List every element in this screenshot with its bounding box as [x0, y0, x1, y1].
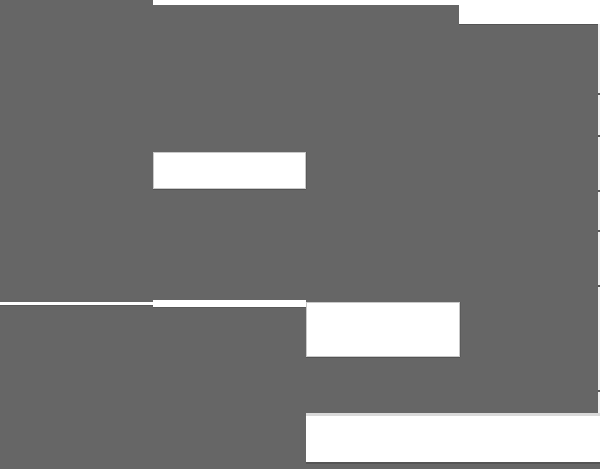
horizontal-divider-line-thin [0, 302, 153, 305]
blank-bottom-panel-window[interactable] [306, 413, 600, 464]
horizontal-divider-line-thick [153, 300, 306, 307]
blank-dialog-window[interactable] [153, 152, 306, 189]
blank-mid-right-window[interactable] [306, 302, 460, 357]
top-window-strip-fragment [153, 0, 459, 5]
top-right-window-fragment[interactable] [459, 0, 600, 24]
